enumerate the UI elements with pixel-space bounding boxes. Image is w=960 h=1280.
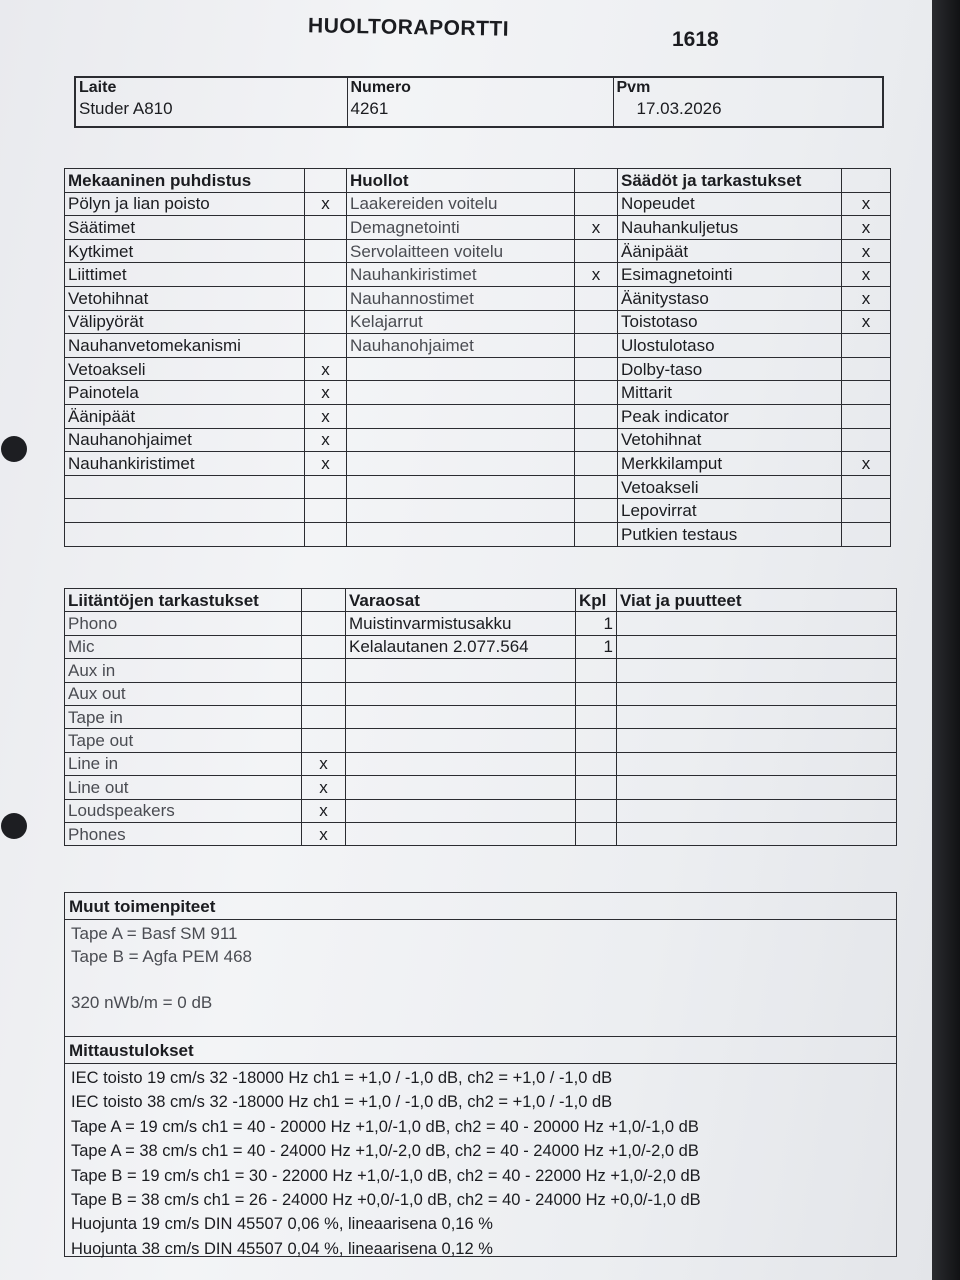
- other-measures-heading: Muut toimenpiteet: [65, 893, 896, 920]
- service-item: [347, 428, 575, 452]
- check-mark: x: [302, 752, 346, 775]
- result-line: Tape A = 38 cm/s ch1 = 40 - 24000 Hz +1,0/-2,0 dB, ch2 = 40 - 24000 Hz +1,0/-2,0 dB: [71, 1142, 699, 1161]
- cleaning-item: Vetoakseli: [65, 357, 305, 381]
- table-row: [65, 475, 891, 499]
- adjustment-item: Esimagnetointi: [618, 263, 842, 287]
- check-mark: x: [305, 357, 347, 381]
- spare-part: [346, 729, 576, 752]
- table-row: [65, 822, 897, 845]
- background-edge: [932, 0, 960, 1280]
- empty-cell: [305, 169, 347, 193]
- check-mark: [575, 334, 618, 358]
- punch-hole: [1, 813, 27, 839]
- check-mark: [575, 404, 618, 428]
- fault-note: [617, 799, 897, 822]
- cleaning-item: [65, 475, 305, 499]
- result-line: Huojunta 19 cm/s DIN 45507 0,06 %, lineaarisena 0,16 %: [71, 1215, 493, 1234]
- check-mark: [575, 239, 618, 263]
- check-mark: x: [302, 776, 346, 799]
- check-mark: [305, 522, 347, 546]
- check-mark: x: [842, 310, 891, 334]
- table-row: [65, 659, 897, 682]
- table-row: [65, 752, 897, 775]
- spare-part-quantity: [576, 822, 617, 845]
- service-item: Laakereiden voitelu: [347, 192, 575, 216]
- adjustment-item: Peak indicator: [618, 404, 842, 428]
- connection-item: Mic: [65, 635, 302, 658]
- table-row: [65, 357, 891, 381]
- service-item: [347, 357, 575, 381]
- check-mark: [842, 404, 891, 428]
- spare-part-quantity: [576, 682, 617, 705]
- cleaning-item: Säätimet: [65, 216, 305, 240]
- result-line: Tape B = 19 cm/s ch1 = 30 - 22000 Hz +1,0/-1,0 dB, ch2 = 40 - 22000 Hz +1,0/-2,0 dB: [71, 1166, 701, 1185]
- quantity-heading: Kpl: [576, 589, 617, 612]
- service-item: [347, 475, 575, 499]
- service-item: Kelajarrut: [347, 310, 575, 334]
- table-row: [65, 635, 897, 658]
- cleaning-item: Välipyörät: [65, 310, 305, 334]
- check-mark: [302, 635, 346, 658]
- spare-part-quantity: [576, 799, 617, 822]
- table-row: [65, 612, 897, 635]
- number-cell: [347, 77, 613, 127]
- measurement-results: [65, 1064, 896, 1263]
- adjustment-item: Vetohihnat: [618, 428, 842, 452]
- table-row: [65, 381, 891, 405]
- adjustments-heading: Säädöt ja tarkastukset: [618, 169, 842, 193]
- check-mark: x: [305, 428, 347, 452]
- fault-note: [617, 682, 897, 705]
- spare-part: [346, 659, 576, 682]
- fault-note: [617, 822, 897, 845]
- adjustment-item: Toistotaso: [618, 310, 842, 334]
- table-row: [65, 522, 891, 546]
- check-mark: x: [305, 404, 347, 428]
- check-mark: [575, 452, 618, 476]
- report-title: HUOLTORAPORTTI: [307, 14, 510, 41]
- adjustment-item: Äänipäät: [618, 239, 842, 263]
- device-cell: [75, 77, 347, 127]
- check-mark: [842, 475, 891, 499]
- cleaning-item: Nauhanvetomekanismi: [65, 334, 305, 358]
- check-mark: x: [575, 263, 618, 287]
- table-row: [65, 729, 897, 752]
- spare-part: [346, 776, 576, 799]
- check-mark: [575, 522, 618, 546]
- connection-item: Phono: [65, 612, 302, 635]
- results-heading: Mittaustulokset: [65, 1036, 896, 1064]
- check-mark: [302, 659, 346, 682]
- spare-part: [346, 705, 576, 728]
- adjustment-item: Putkien testaus: [618, 522, 842, 546]
- spare-parts-heading: Varaosat: [346, 589, 576, 612]
- table-row: [65, 310, 891, 334]
- fault-note: [617, 635, 897, 658]
- spare-part: [346, 752, 576, 775]
- fault-note: [617, 705, 897, 728]
- fault-note: [617, 659, 897, 682]
- check-mark: [305, 499, 347, 523]
- punch-hole: [1, 436, 27, 462]
- cleaning-item: [65, 522, 305, 546]
- adjustment-item: Nopeudet: [618, 192, 842, 216]
- check-mark: [305, 334, 347, 358]
- check-mark: [305, 286, 347, 310]
- faults-heading: Viat ja puutteet: [617, 589, 897, 612]
- other-measures-lines: [65, 920, 896, 1036]
- check-mark: [575, 381, 618, 405]
- date-label: Pvm: [616, 79, 651, 96]
- check-mark: [305, 216, 347, 240]
- adjustment-item: Nauhankuljetus: [618, 216, 842, 240]
- other-measures-box: [64, 892, 897, 1257]
- service-item: [347, 499, 575, 523]
- service-item: Nauhannostimet: [347, 286, 575, 310]
- spare-part-quantity: [576, 752, 617, 775]
- connection-item: Phones: [65, 822, 302, 845]
- service-item: Servolaitteen voitelu: [347, 239, 575, 263]
- table-row: [65, 682, 897, 705]
- spare-part-quantity: [576, 776, 617, 799]
- check-mark: x: [302, 799, 346, 822]
- check-mark: x: [575, 216, 618, 240]
- mech-cleaning-heading: Mekaaninen puhdistus: [65, 169, 305, 193]
- service-item: Nauhankiristimet: [347, 263, 575, 287]
- fault-note: [617, 752, 897, 775]
- empty-cell: [575, 169, 618, 193]
- check-mark: x: [842, 239, 891, 263]
- check-mark: x: [842, 286, 891, 310]
- table-row: [65, 286, 891, 310]
- check-mark: [302, 682, 346, 705]
- cleaning-item: Vetohihnat: [65, 286, 305, 310]
- cleaning-item: Pölyn ja lian poisto: [65, 192, 305, 216]
- spare-part: [346, 799, 576, 822]
- check-mark: x: [842, 452, 891, 476]
- cleaning-item: [65, 499, 305, 523]
- cleaning-item: Kytkimet: [65, 239, 305, 263]
- connection-item: Aux out: [65, 682, 302, 705]
- fault-note: [617, 612, 897, 635]
- check-mark: [305, 239, 347, 263]
- service-item: [347, 522, 575, 546]
- service-item: Nauhanohjaimet: [347, 334, 575, 358]
- adjustment-item: Merkkilamput: [618, 452, 842, 476]
- adjustment-item: Mittarit: [618, 381, 842, 405]
- other-measure-line: Tape A = Basf SM 911: [71, 924, 238, 943]
- spare-part: Kelalautanen 2.077.564: [346, 635, 576, 658]
- adjustment-item: Äänitystaso: [618, 286, 842, 310]
- spare-part: Muistinvarmistusakku: [346, 612, 576, 635]
- cleaning-item: Äänipäät: [65, 404, 305, 428]
- table-row: [65, 239, 891, 263]
- service-item: [347, 452, 575, 476]
- check-mark: [575, 357, 618, 381]
- check-mark: [575, 286, 618, 310]
- table-row: [65, 776, 897, 799]
- connection-item: Loudspeakers: [65, 799, 302, 822]
- cleaning-item: Painotela: [65, 381, 305, 405]
- check-mark: [575, 192, 618, 216]
- spare-part: [346, 682, 576, 705]
- check-mark: [842, 428, 891, 452]
- connection-item: Line out: [65, 776, 302, 799]
- table-row: [65, 216, 891, 240]
- check-mark: [575, 475, 618, 499]
- spare-part-quantity: [576, 729, 617, 752]
- connections-heading: Liitäntöjen tarkastukset: [65, 589, 302, 612]
- spare-part-quantity: 1: [576, 635, 617, 658]
- table-row: [65, 404, 891, 428]
- table-row: [65, 192, 891, 216]
- maintenance-table: [64, 168, 891, 547]
- check-mark: x: [302, 822, 346, 845]
- connections-table: [64, 588, 897, 846]
- services-heading: Huollot: [347, 169, 575, 193]
- maintenance-rows: [65, 192, 891, 546]
- check-mark: [305, 475, 347, 499]
- adjustment-item: Vetoakseli: [618, 475, 842, 499]
- table-row: [65, 263, 891, 287]
- connection-item: Tape in: [65, 705, 302, 728]
- connection-item: Line in: [65, 752, 302, 775]
- result-line: IEC toisto 38 cm/s 32 -18000 Hz ch1 = +1,0 / -1,0 dB, ch2 = +1,0 / -1,0 dB: [71, 1093, 613, 1112]
- header-table: [74, 76, 884, 128]
- service-item: [347, 381, 575, 405]
- table-row: [65, 499, 891, 523]
- check-mark: x: [305, 192, 347, 216]
- device-value: Studer A810: [79, 99, 173, 118]
- fault-note: [617, 776, 897, 799]
- check-mark: [842, 357, 891, 381]
- cleaning-item: Liittimet: [65, 263, 305, 287]
- check-mark: x: [842, 263, 891, 287]
- other-measure-line: [71, 968, 890, 991]
- connection-item: Aux in: [65, 659, 302, 682]
- check-mark: [842, 334, 891, 358]
- check-mark: [302, 729, 346, 752]
- check-mark: x: [305, 452, 347, 476]
- result-line: Huojunta 38 cm/s DIN 45507 0,04 %, lineaarisena 0,12 %: [71, 1239, 493, 1258]
- connections-rows: [65, 612, 897, 846]
- table-row: [65, 705, 897, 728]
- result-line: IEC toisto 19 cm/s 32 -18000 Hz ch1 = +1,0 / -1,0 dB, ch2 = +1,0 / -1,0 dB: [71, 1069, 613, 1087]
- check-mark: [842, 499, 891, 523]
- check-mark: [575, 499, 618, 523]
- service-item: [347, 404, 575, 428]
- check-mark: [575, 428, 618, 452]
- date-cell: [613, 77, 883, 127]
- result-line: Tape B = 38 cm/s ch1 = 26 - 24000 Hz +0,0/-1,0 dB, ch2 = 40 - 24000 Hz +0,0/-1,0 dB: [71, 1190, 701, 1209]
- device-label: Laite: [79, 79, 117, 96]
- check-mark: [302, 612, 346, 635]
- number-value: 4261: [350, 99, 389, 118]
- check-mark: [302, 705, 346, 728]
- check-mark: [305, 310, 347, 334]
- table-row: [65, 799, 897, 822]
- connection-item: Tape out: [65, 729, 302, 752]
- adjustment-item: Dolby-taso: [618, 357, 842, 381]
- check-mark: x: [305, 381, 347, 405]
- cleaning-item: Nauhanohjaimet: [65, 428, 305, 452]
- check-mark: [842, 381, 891, 405]
- check-mark: x: [842, 216, 891, 240]
- check-mark: x: [842, 192, 891, 216]
- adjustment-item: Ulostulotaso: [618, 334, 842, 358]
- date-value: 17.03.2026: [636, 99, 722, 118]
- check-mark: [305, 263, 347, 287]
- table-row: [65, 452, 891, 476]
- spare-part-quantity: 1: [576, 612, 617, 635]
- result-line: Tape A = 19 cm/s ch1 = 40 - 20000 Hz +1,0/-1,0 dB, ch2 = 40 - 20000 Hz +1,0/-1,0 dB: [71, 1117, 699, 1136]
- spare-part-quantity: [576, 705, 617, 728]
- other-measure-line: Tape B = Agfa PEM 468: [71, 947, 252, 966]
- adjustment-item: Lepovirrat: [618, 499, 842, 523]
- check-mark: [842, 522, 891, 546]
- table-row: [65, 428, 891, 452]
- fault-note: [617, 729, 897, 752]
- cleaning-item: Nauhankiristimet: [65, 452, 305, 476]
- other-measure-line: 320 nWb/m = 0 dB: [71, 993, 213, 1012]
- report-number: 1618: [672, 28, 719, 51]
- spare-part-quantity: [576, 659, 617, 682]
- number-label: Numero: [350, 79, 411, 96]
- empty-cell: [302, 589, 346, 612]
- service-item: Demagnetointi: [347, 216, 575, 240]
- table-row: [65, 334, 891, 358]
- empty-cell: [842, 169, 891, 193]
- check-mark: [575, 310, 618, 334]
- spare-part: [346, 822, 576, 845]
